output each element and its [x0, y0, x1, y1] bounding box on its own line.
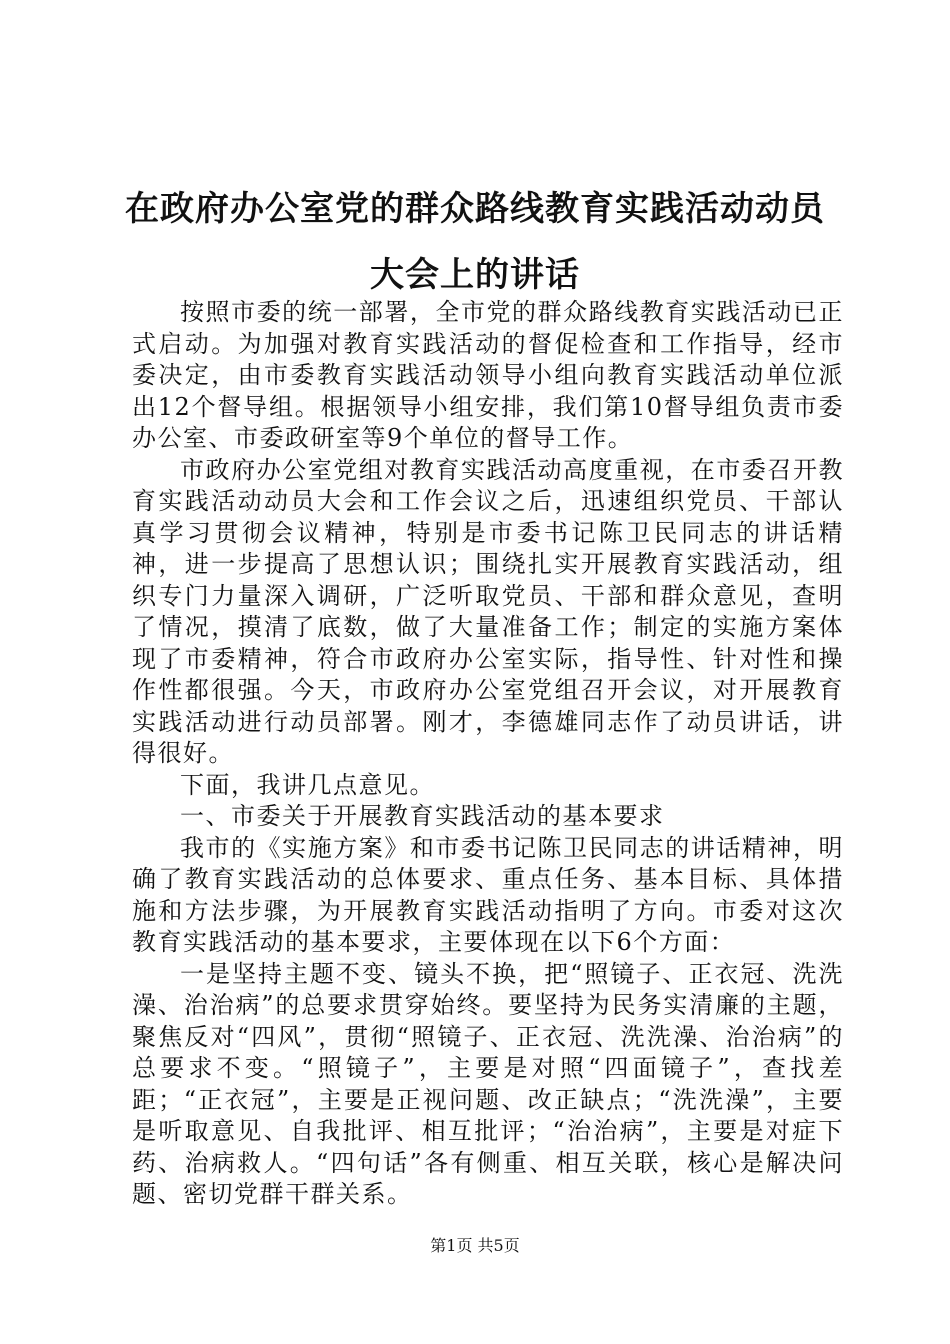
document-body: [132, 297, 844, 1211]
paragraph-preparation: 市政府办公室党组对教育实践活动高度重视，在市委召开教育实践活动动员大会和工作会议之后，迅速组织党员、干部认真学习贯彻会议精神，特别是市委书记陈卫民同志的讲话精神，进一步提高了思想认识；围绕扎实开展教育实践活动，组织专门力量深入调研，广泛听取党员、干部和群众意见，查明了情况，摸清了底数，做了大量准备工作；制定的实施方案体现了市委精神，符合市政府办公室实际，指导性、针对性和操作性都很强。今天，市政府办公室党组召开会议，对开展教育实践活动进行动员部署。刚才，李德雄同志作了动员讲话，讲得很好。: [132, 455, 844, 767]
paragraph-requirements: 我市的《实施方案》和市委书记陈卫民同志的讲话精神，明确了教育实践活动的总体要求、重点任务、基本目标、具体措施和方法步骤，为开展教育实践活动指明了方向。市委对这次教育实践活动的基本要求，主要体现在以下6个方面：: [132, 833, 844, 956]
paragraph-transition: 下面，我讲几点意见。: [180, 770, 435, 799]
title-line-2: 大会上的讲话: [370, 255, 580, 295]
paragraph-point-1: 一是坚持主题不变、镜头不换，把“照镜子、正衣冠、洗洗澡、治治病”的总要求贯穿始终。要坚持为民务实清廉的主题，聚焦反对“四风”，贯彻“照镜子、正衣冠、洗洗澡、治治病”的总要求不变。“照镜子”，主要是对照“四面镜子”，查找差距；“正衣冠”，主要是正视问题、改正缺点；“洗洗澡”，主要是听取意见、自我批评、相互批评；“治治病”，主要是对症下药、治病救人。“四句话”各有侧重、相互关联，核心是解决问题、密切党群干群关系。: [132, 959, 844, 1208]
title-line-1: 在政府办公室党的群众路线教育实践活动动员: [125, 189, 825, 229]
paragraph-intro: 按照市委的统一部署，全市党的群众路线教育实践活动已正式启动。为加强对教育实践活动的督促检查和工作指导，经市委决定，由市委教育实践活动领导小组向教育实践活动单位派出12个督导组。根据领导小组安排，我们第10督导组负责市委办公室、市委政研室等9个单位的督导工作。: [132, 298, 844, 452]
document-title: [100, 176, 850, 308]
section-heading-1: 一、市委关于开展教育实践活动的基本要求: [180, 802, 665, 830]
page-footer: 第1页 共5页: [430, 1236, 520, 1255]
